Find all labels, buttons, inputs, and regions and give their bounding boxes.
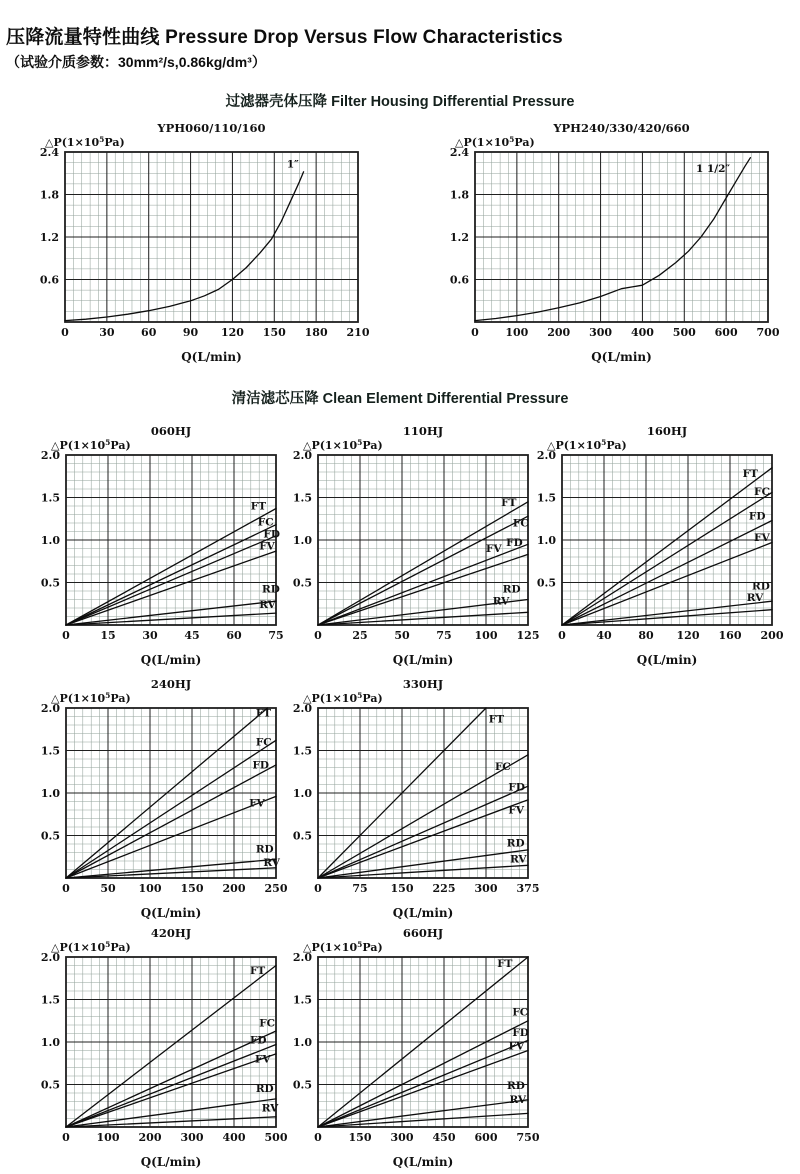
y-tick-label: 1.8 <box>39 188 59 202</box>
series-1 1/2″-line <box>475 158 750 321</box>
x-tick-label: 75 <box>436 629 452 642</box>
x-axis-label: Q(L/min) <box>392 906 454 920</box>
x-tick-label: 150 <box>348 1131 372 1144</box>
y-tick-label: 1.5 <box>40 491 60 505</box>
series-FD-label: FD <box>506 536 523 549</box>
y-tick-label: 0.5 <box>292 829 312 843</box>
major-grid <box>475 152 768 322</box>
chart-svg-yph240-330-420-660 <box>430 117 793 367</box>
x-tick-label: 100 <box>505 326 529 339</box>
series-RV-line <box>66 613 276 625</box>
x-tick-label: 250 <box>264 882 288 895</box>
series-FV-line <box>66 1054 276 1127</box>
x-axis-label: Q(L/min) <box>140 906 202 920</box>
chart-svg-160HJ <box>528 420 788 670</box>
chart-420hj <box>32 922 292 1172</box>
y-tick-label: 0.5 <box>292 576 312 590</box>
series-FT-label: FT <box>488 713 505 726</box>
series-FV-label: FV <box>259 540 275 553</box>
y-tick-label: 1.0 <box>40 1036 60 1049</box>
series-RD-label: RD <box>507 1079 525 1092</box>
y-tick-label: 2.0 <box>536 449 556 462</box>
series-FV-line <box>66 551 276 625</box>
x-axis-label: Q(L/min) <box>140 1155 202 1169</box>
series-FD-label: FD <box>508 781 525 794</box>
x-tick-label: 400 <box>630 326 654 339</box>
x-tick-label: 100 <box>474 629 498 642</box>
series-FC-label: FC <box>257 516 274 529</box>
series-RD-label: RD <box>255 1083 274 1096</box>
series-FT-line <box>562 468 772 625</box>
x-tick-label: 40 <box>596 629 612 642</box>
y-tick-label: 2.0 <box>40 702 60 715</box>
x-axis-label: Q(L/min) <box>392 653 454 667</box>
x-tick-label: 120 <box>220 326 244 339</box>
x-tick-label: 300 <box>390 1131 414 1144</box>
chart-svg-240HJ <box>32 673 292 923</box>
x-tick-label: 0 <box>62 1131 70 1144</box>
series-RD-label: RD <box>262 583 280 596</box>
x-tick-label: 50 <box>394 629 410 642</box>
x-tick-label: 300 <box>180 1131 204 1144</box>
x-tick-label: 100 <box>138 882 162 895</box>
x-tick-label: 150 <box>180 882 204 895</box>
x-tick-label: 0 <box>314 1131 322 1144</box>
chart-title: 660HJ <box>402 926 444 940</box>
series-RV-label: RV <box>259 599 276 611</box>
y-axis-label: $\triangle P(1\times 10^5Pa)$ <box>51 691 131 705</box>
series-FV-label: FV <box>754 531 770 544</box>
y-axis-label: $\triangle P(1\times 10^5Pa)$ <box>547 438 627 452</box>
y-axis-label: $\triangle P(1\times 10^5Pa)$ <box>51 438 131 452</box>
series-FC-label: FC <box>255 736 272 749</box>
major-grid <box>65 152 358 322</box>
series-RD-label: RD <box>255 843 274 856</box>
x-tick-label: 60 <box>141 326 157 339</box>
x-axis-label: Q(L/min) <box>181 350 242 364</box>
series-FD-label: FD <box>263 528 280 541</box>
x-tick-label: 0 <box>314 882 322 895</box>
series-RV-label: RV <box>261 1102 279 1115</box>
x-tick-label: 750 <box>516 1131 540 1144</box>
chart-title: 330HJ <box>402 677 444 691</box>
y-tick-label: 1.0 <box>40 787 60 800</box>
y-tick-label: 0.5 <box>536 576 556 590</box>
series-1″-label: 1″ <box>286 158 299 171</box>
series-FT-label: FT <box>249 965 266 977</box>
y-tick-label: 1.5 <box>292 744 312 758</box>
page-subtitle: （试验介质参数：30mm²/s,0.86kg/dm³） <box>6 54 266 70</box>
series-RV-label: RV <box>263 857 280 870</box>
x-tick-label: 100 <box>96 1131 120 1144</box>
chart-060hj <box>32 420 292 670</box>
series-FC-label: FC <box>512 517 529 530</box>
series-FT-label: FT <box>250 500 267 513</box>
x-tick-label: 150 <box>390 882 414 895</box>
y-tick-label: 1.0 <box>292 1036 312 1049</box>
x-tick-label: 75 <box>352 882 368 895</box>
chart-svg-yph060-110-160 <box>20 117 383 367</box>
chart-svg-060HJ <box>32 420 292 670</box>
series-FC-line <box>318 1021 528 1127</box>
x-tick-label: 200 <box>547 326 571 339</box>
series-FV-line <box>318 800 528 878</box>
series-RV-label: RV <box>492 595 510 608</box>
x-tick-label: 90 <box>182 326 199 339</box>
x-tick-label: 200 <box>138 1131 162 1144</box>
chart-110hj <box>284 420 544 670</box>
chart-svg-420HJ <box>32 922 292 1172</box>
y-axis-label: $\triangle P(1\times 10^5Pa)$ <box>455 135 535 149</box>
y-axis-label: $\triangle P(1\times 10^5Pa)$ <box>51 940 131 954</box>
series-FD-label: FD <box>249 1034 267 1047</box>
x-tick-label: 400 <box>222 1131 246 1144</box>
x-tick-label: 30 <box>99 326 115 339</box>
chart-title: 060HJ <box>150 424 192 438</box>
y-axis-label: $\triangle P(1\times 10^5Pa)$ <box>303 691 383 705</box>
series-FC-label: FC <box>754 485 770 498</box>
series-FD-line <box>562 521 772 626</box>
x-tick-label: 0 <box>61 326 69 339</box>
x-tick-label: 160 <box>718 629 742 642</box>
x-tick-label: 120 <box>676 629 700 642</box>
x-tick-label: 15 <box>100 629 116 642</box>
series-RD-line <box>66 859 276 878</box>
y-tick-label: 2.4 <box>449 146 469 159</box>
x-tick-label: 600 <box>474 1131 498 1144</box>
series-RD-label: RD <box>752 580 770 593</box>
chart-svg-330HJ <box>284 673 544 923</box>
x-tick-label: 0 <box>314 629 322 642</box>
y-tick-label: 2.0 <box>292 702 312 715</box>
series-FC-label: FC <box>259 1017 276 1030</box>
chart-svg-660HJ <box>284 922 544 1172</box>
x-tick-label: 30 <box>142 629 158 642</box>
chart-240hj <box>32 673 292 923</box>
series-FT-label: FT <box>501 497 517 509</box>
y-tick-label: 2.4 <box>39 146 59 159</box>
x-tick-label: 225 <box>432 882 456 895</box>
series-FD-line <box>66 1045 276 1128</box>
chart-svg-110HJ <box>284 420 544 670</box>
x-tick-label: 500 <box>264 1131 288 1144</box>
chart-title: 420HJ <box>150 926 192 940</box>
y-tick-label: 0.5 <box>40 576 60 590</box>
chart-title: YPH240/330/420/660 <box>553 121 690 135</box>
series-RV-label: RV <box>509 1094 527 1107</box>
series-FT-label: FT <box>255 707 272 720</box>
y-tick-label: 2.0 <box>292 449 312 462</box>
y-tick-label: 1.0 <box>292 787 312 800</box>
y-tick-label: 1.5 <box>292 993 312 1007</box>
series-FD-label: FD <box>748 510 766 523</box>
series-RV-label: RV <box>746 592 764 605</box>
y-tick-label: 1.0 <box>40 534 60 547</box>
chart-160hj <box>528 420 788 670</box>
y-tick-label: 1.5 <box>536 491 556 505</box>
chart-title: 110HJ <box>402 424 444 438</box>
chart-title: YPH060/110/160 <box>157 121 266 135</box>
series-FV-label: FV <box>508 1040 525 1053</box>
y-tick-label: 2.0 <box>292 951 312 964</box>
x-tick-label: 125 <box>516 629 540 642</box>
x-tick-label: 200 <box>760 629 784 642</box>
page-title: 压降流量特性曲线 Pressure Drop Versus Flow Characteristics <box>6 27 563 48</box>
chart-title: 240HJ <box>150 677 192 691</box>
x-tick-label: 180 <box>304 326 328 339</box>
series-1 1/2″-label: 1 1/2″ <box>696 162 731 175</box>
x-axis-label: Q(L/min) <box>140 653 202 667</box>
series-FC-line <box>318 755 528 878</box>
x-tick-label: 50 <box>100 882 116 895</box>
series-FT-label: FT <box>497 958 513 971</box>
x-tick-label: 80 <box>638 629 654 642</box>
x-tick-label: 0 <box>558 629 566 642</box>
y-tick-label: 0.5 <box>40 1078 60 1092</box>
y-tick-label: 0.5 <box>40 829 60 843</box>
series-FC-line <box>318 516 528 625</box>
series-FC-label: FC <box>494 761 511 774</box>
x-tick-label: 60 <box>226 629 242 642</box>
x-tick-label: 210 <box>346 326 370 339</box>
x-tick-label: 0 <box>471 326 479 339</box>
series-RD-line <box>66 601 276 625</box>
x-tick-label: 75 <box>268 629 284 642</box>
series-FT-label: FT <box>742 468 758 481</box>
x-axis-label: Q(L/min) <box>636 653 698 667</box>
series-FC-label: FC <box>512 1006 529 1019</box>
y-tick-label: 1.2 <box>39 231 59 244</box>
series-FV-label: FV <box>508 804 525 817</box>
x-tick-label: 300 <box>589 326 613 339</box>
y-tick-label: 1.5 <box>292 491 312 505</box>
y-tick-label: 0.6 <box>39 273 59 287</box>
y-tick-label: 1.5 <box>40 744 60 758</box>
series-RV-label: RV <box>510 853 527 866</box>
x-tick-label: 600 <box>714 326 738 339</box>
x-tick-label: 450 <box>432 1131 456 1144</box>
section-title-filter-housing: 过滤器壳体压降 Filter Housing Differential Pressure <box>225 94 575 110</box>
series-FV-label: FV <box>486 542 502 555</box>
x-tick-label: 0 <box>62 629 70 642</box>
y-tick-label: 0.6 <box>449 273 469 287</box>
series-RV-line <box>318 865 528 878</box>
y-tick-label: 2.0 <box>40 951 60 964</box>
x-tick-label: 300 <box>474 882 498 895</box>
x-tick-label: 45 <box>184 629 200 642</box>
y-tick-label: 1.8 <box>449 188 469 202</box>
series-RD-label: RD <box>502 583 521 596</box>
series-FD-line <box>66 536 276 625</box>
chart-330hj <box>284 673 544 923</box>
y-tick-label: 1.0 <box>536 534 556 547</box>
y-tick-label: 1.2 <box>449 231 469 244</box>
x-axis-label: Q(L/min) <box>591 350 652 364</box>
y-tick-label: 1.0 <box>292 534 312 547</box>
series-FD-label: FD <box>512 1027 529 1040</box>
x-tick-label: 0 <box>62 882 70 895</box>
x-tick-label: 200 <box>222 882 246 895</box>
series-RD-label: RD <box>506 837 525 850</box>
y-tick-label: 1.5 <box>40 993 60 1007</box>
x-tick-label: 25 <box>352 629 368 642</box>
chart-yph240-330-420-660 <box>430 117 793 367</box>
x-tick-label: 375 <box>516 882 540 895</box>
chart-660hj <box>284 922 544 1172</box>
x-tick-label: 700 <box>756 326 780 339</box>
x-axis-label: Q(L/min) <box>392 1155 454 1169</box>
chart-yph060-110-160 <box>20 117 383 367</box>
x-tick-label: 500 <box>672 326 696 339</box>
series-FD-label: FD <box>252 759 270 772</box>
chart-title: 160HJ <box>646 424 688 438</box>
y-tick-label: 0.5 <box>292 1078 312 1092</box>
y-axis-label: $\triangle P(1\times 10^5Pa)$ <box>303 940 383 954</box>
series-FV-label: FV <box>255 1053 271 1066</box>
series-FT-line <box>66 509 276 626</box>
x-tick-label: 150 <box>262 326 286 339</box>
y-axis-label: $\triangle P(1\times 10^5Pa)$ <box>45 135 125 149</box>
y-axis-label: $\triangle P(1\times 10^5Pa)$ <box>303 438 383 452</box>
series-FV-label: FV <box>249 797 265 810</box>
section-title-clean-element: 清洁滤芯压降 Clean Element Differential Pressure <box>231 391 569 407</box>
y-tick-label: 2.0 <box>40 449 60 462</box>
